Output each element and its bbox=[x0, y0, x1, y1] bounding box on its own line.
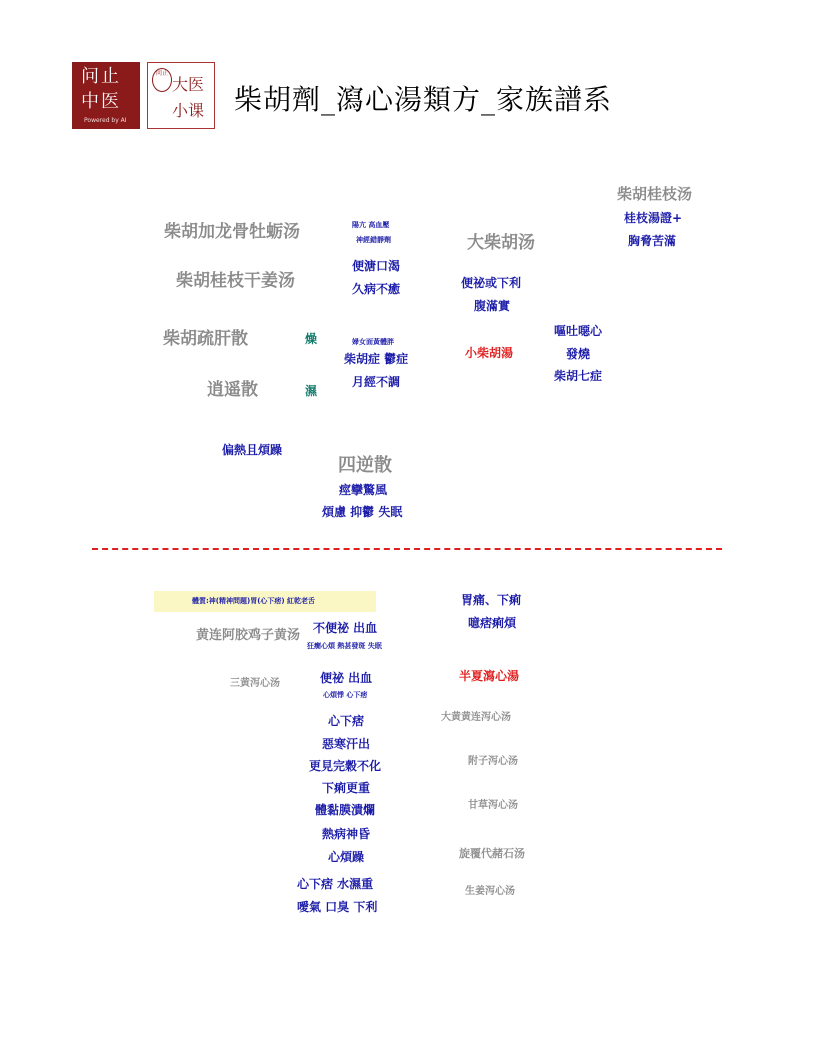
note-xiali-gengzhong: 下痢更重 bbox=[322, 781, 371, 795]
note-rebing-shenhun: 熱病神昏 bbox=[322, 827, 371, 841]
node-gancao-xiexin: 甘草泻心汤 bbox=[468, 800, 518, 811]
node-banxia-xiexin: 半夏瀉心湯 bbox=[459, 669, 520, 683]
note-weitong-xiali: 胃痛、下痢 bbox=[461, 593, 522, 607]
node-da-chaihu: 大柴胡汤 bbox=[467, 233, 535, 253]
note-shi: 濕 bbox=[305, 384, 318, 398]
node-xuanfu-daizhe: 旋覆代赭石汤 bbox=[459, 847, 525, 860]
note-fuman-shi: 腹滿實 bbox=[474, 299, 511, 313]
note-gengjian-wangu: 更見完穀不化 bbox=[309, 759, 382, 773]
page-title: 柴胡劑_瀉心湯類方_家族譜系 bbox=[234, 83, 613, 116]
note-bianmi-chuxue: 便祕 出血 bbox=[320, 671, 373, 685]
note-xinxiapi: 心下痞 bbox=[328, 714, 365, 728]
node-sini: 四逆散 bbox=[338, 455, 392, 476]
tizhi-highlight-box bbox=[154, 591, 376, 612]
note-bianmi-xiali: 便祕或下利 bbox=[461, 276, 522, 290]
note-kuangfa-xinfan: 狂癇心煩 熱甚發斑 失眠 bbox=[307, 642, 382, 650]
note-yuejing-budiao: 月經不調 bbox=[352, 375, 401, 389]
note-zao: 燥 bbox=[305, 332, 318, 346]
note-yangkang-gaoxueya: 陽亢 高血壓 bbox=[352, 221, 390, 229]
note-wuhan-hanchu: 惡寒汗出 bbox=[322, 737, 371, 751]
note-pianre-fanzao: 偏熱且煩躁 bbox=[222, 443, 283, 457]
dayi-xiaoke-logo bbox=[147, 62, 215, 129]
logo-text-line2: 中医 bbox=[81, 91, 121, 112]
node-chaihu-guizhi-ganjiang: 柴胡桂枝干姜汤 bbox=[176, 271, 295, 291]
tizhi-note: 體質:神(精神問題)胃(心下痞) 紅乾老舌 bbox=[192, 597, 316, 605]
node-shengjiang-xiexin: 生姜泻心汤 bbox=[465, 886, 515, 897]
logo-text-line1: 问止 bbox=[81, 66, 121, 87]
note-jiubing-buyu: 久病不癒 bbox=[352, 282, 401, 296]
note-chaihu-zheng: 柴胡症 鬱症 bbox=[344, 352, 409, 366]
node-fuzi-xiexin: 附子泻心汤 bbox=[468, 756, 518, 767]
note-chaihu-qizheng: 柴胡七症 bbox=[554, 369, 603, 383]
note-fashao: 發燒 bbox=[566, 347, 591, 361]
note-xinfan-zao: 心煩躁 bbox=[328, 850, 365, 864]
note-funv-mianhuang: 婦女面黃體胖 bbox=[352, 338, 394, 346]
note-fanlv: 煩慮 抑鬱 失眠 bbox=[322, 505, 403, 519]
note-bu-bianmi: 不便祕 出血 bbox=[313, 621, 378, 635]
note-jingluan: 痙攣驚風 bbox=[339, 483, 388, 497]
node-sanhuang-xiexin: 三黄泻心汤 bbox=[230, 678, 280, 689]
node-huanglian-ejiao: 黄连阿胶鸡子黄汤 bbox=[196, 628, 301, 643]
wenzhi-zhongyi-logo bbox=[72, 62, 140, 129]
note-aiqi-kouchou: 噯氣 口臭 下利 bbox=[297, 900, 378, 914]
note-ouotu-exin: 嘔吐噁心 bbox=[554, 324, 603, 338]
note-xinxiapi-shuiqi: 心下痞 水濕重 bbox=[297, 877, 374, 891]
node-dahuang-huanglian: 大黄黄连泻心汤 bbox=[441, 712, 511, 723]
seal-icon: 问止 bbox=[152, 68, 172, 92]
node-chaihu-shugan: 柴胡疏肝散 bbox=[163, 329, 248, 349]
logo2-text-line1: 大医 bbox=[172, 75, 205, 94]
logo2-text-line2: 小课 bbox=[172, 101, 205, 120]
note-guizhi-zheng: 桂枝湯證+ bbox=[624, 211, 683, 225]
node-xiao-chaihu: 小柴胡湯 bbox=[465, 346, 514, 360]
note-biantang-kouke: 便溏口渴 bbox=[352, 259, 401, 273]
note-exin-lifan: 噫痞痢煩 bbox=[468, 616, 517, 630]
logo-tagline: Powered by AI bbox=[84, 117, 127, 124]
node-chaihu-longgu-muli: 柴胡加龙骨牡蛎汤 bbox=[164, 222, 300, 242]
node-chaihu-guizhi: 柴胡桂枝汤 bbox=[617, 185, 693, 203]
node-xiaoyao: 逍遥散 bbox=[207, 380, 258, 400]
note-xinfan-xiapi: 心煩悸 心下痞 bbox=[323, 691, 368, 699]
section-divider bbox=[92, 548, 722, 550]
note-xiongxie-kuman: 胸脅苦滿 bbox=[628, 234, 677, 248]
note-shenjing: 神經錯靜劑 bbox=[356, 236, 391, 244]
note-tinian-mo: 體黏膜潰爛 bbox=[315, 803, 376, 817]
